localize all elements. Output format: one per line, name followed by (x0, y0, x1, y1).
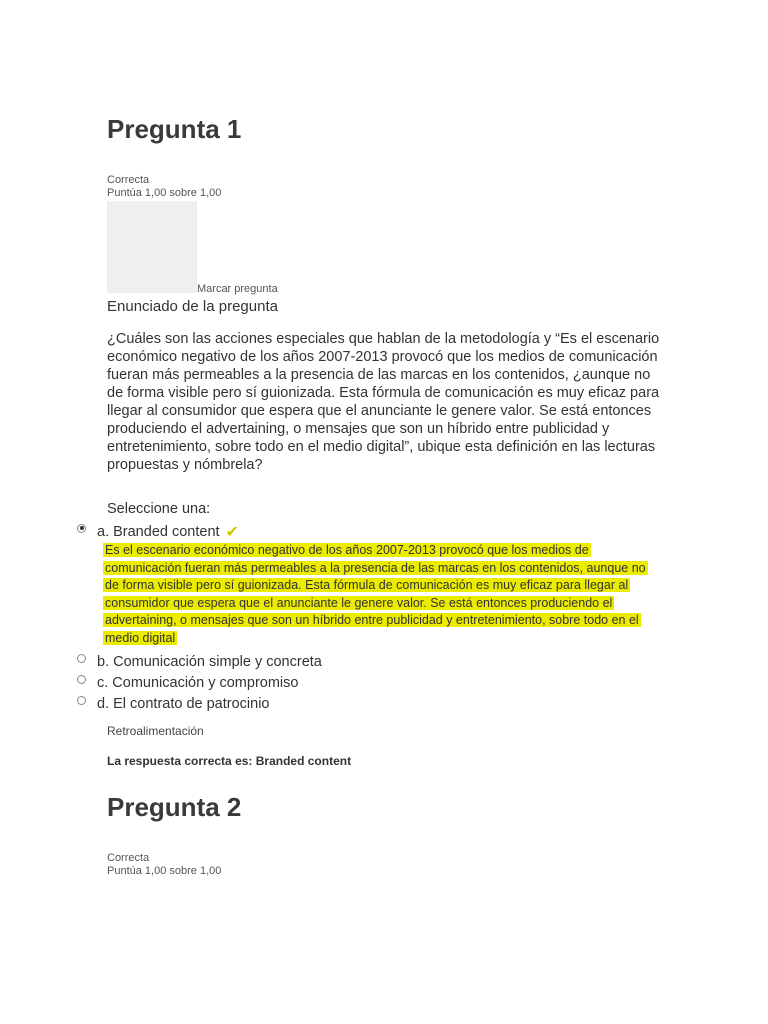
question-2-score: Puntúa 1,00 sobre 1,00 (107, 865, 222, 877)
flag-question-link[interactable]: Marcar pregunta (197, 283, 278, 295)
question-1-score: Puntúa 1,00 sobre 1,00 (107, 187, 222, 199)
option-b-label: b. Comunicación simple y concreta (97, 654, 322, 670)
highlighted-explanation (105, 542, 662, 647)
radio-button-selected[interactable] (77, 524, 86, 533)
question-2-status: Correcta (107, 852, 150, 864)
option-c[interactable] (77, 675, 298, 691)
highlighted-text: Es el escenario económico negativo de los años 2007-2013 provocó que los medios de comunicación fueran más permeables a la presencia de las marcas en los contenidos, aunque no de forma visible pero sí guionizada. Esta fórmula de comunicación es muy eficaz para llegar al consumidor que espera que el anunciante le genere valor. Se está entonces produciendo el advertaining, o mensajes que son un híbrido entre publicidad y entretenimiento, sobre todo en el medio digital (105, 543, 646, 645)
flag-image-placeholder[interactable] (107, 201, 197, 293)
option-d-label: d. El contrato de patrocinio (97, 696, 270, 712)
option-a[interactable] (77, 522, 239, 542)
feedback-label: Retroalimentación (107, 724, 204, 738)
correct-answer-text: La respuesta correcta es: Branded content (107, 754, 352, 768)
option-d[interactable] (77, 696, 270, 712)
option-a-label: a. Branded content (97, 524, 220, 540)
option-b[interactable] (77, 654, 322, 670)
radio-button[interactable] (77, 675, 86, 684)
question-1-status: Correcta (107, 174, 150, 186)
question-2-title: Pregunta 2 (107, 792, 242, 822)
radio-button[interactable] (77, 654, 86, 663)
question-1-info (107, 174, 221, 200)
option-c-label: c. Comunicación y compromiso (97, 675, 299, 691)
question-statement-label: Enunciado de la pregunta (107, 298, 278, 315)
question-2-info (107, 852, 221, 878)
select-one-label: Seleccione una: (107, 501, 211, 517)
radio-button[interactable] (77, 696, 86, 705)
question-1-title: Pregunta 1 (107, 114, 242, 144)
checkmark-icon: ✔ (225, 524, 239, 541)
question-1-text: ¿Cuáles son las acciones especiales que hablan de la metodología y “Es el escenario económico negativo de los años 2007-2013 provocó que los medios de comunicación fueran más permeables a la presencia de las marcas en los contenidos, ¿aunque no de forma visible pero sí guionizada. Esta fórmula de comunicación es muy eficaz para llegar al consumidor que espera que el anunciante le genere valor. Se está entonces produciendo el advertaining, o mensajes que son un híbrido entre publicidad y entretenimiento, sobre todo en el medio digital”, ubique esta definición en las lecturas propuestas y nómbrela? (107, 331, 660, 473)
